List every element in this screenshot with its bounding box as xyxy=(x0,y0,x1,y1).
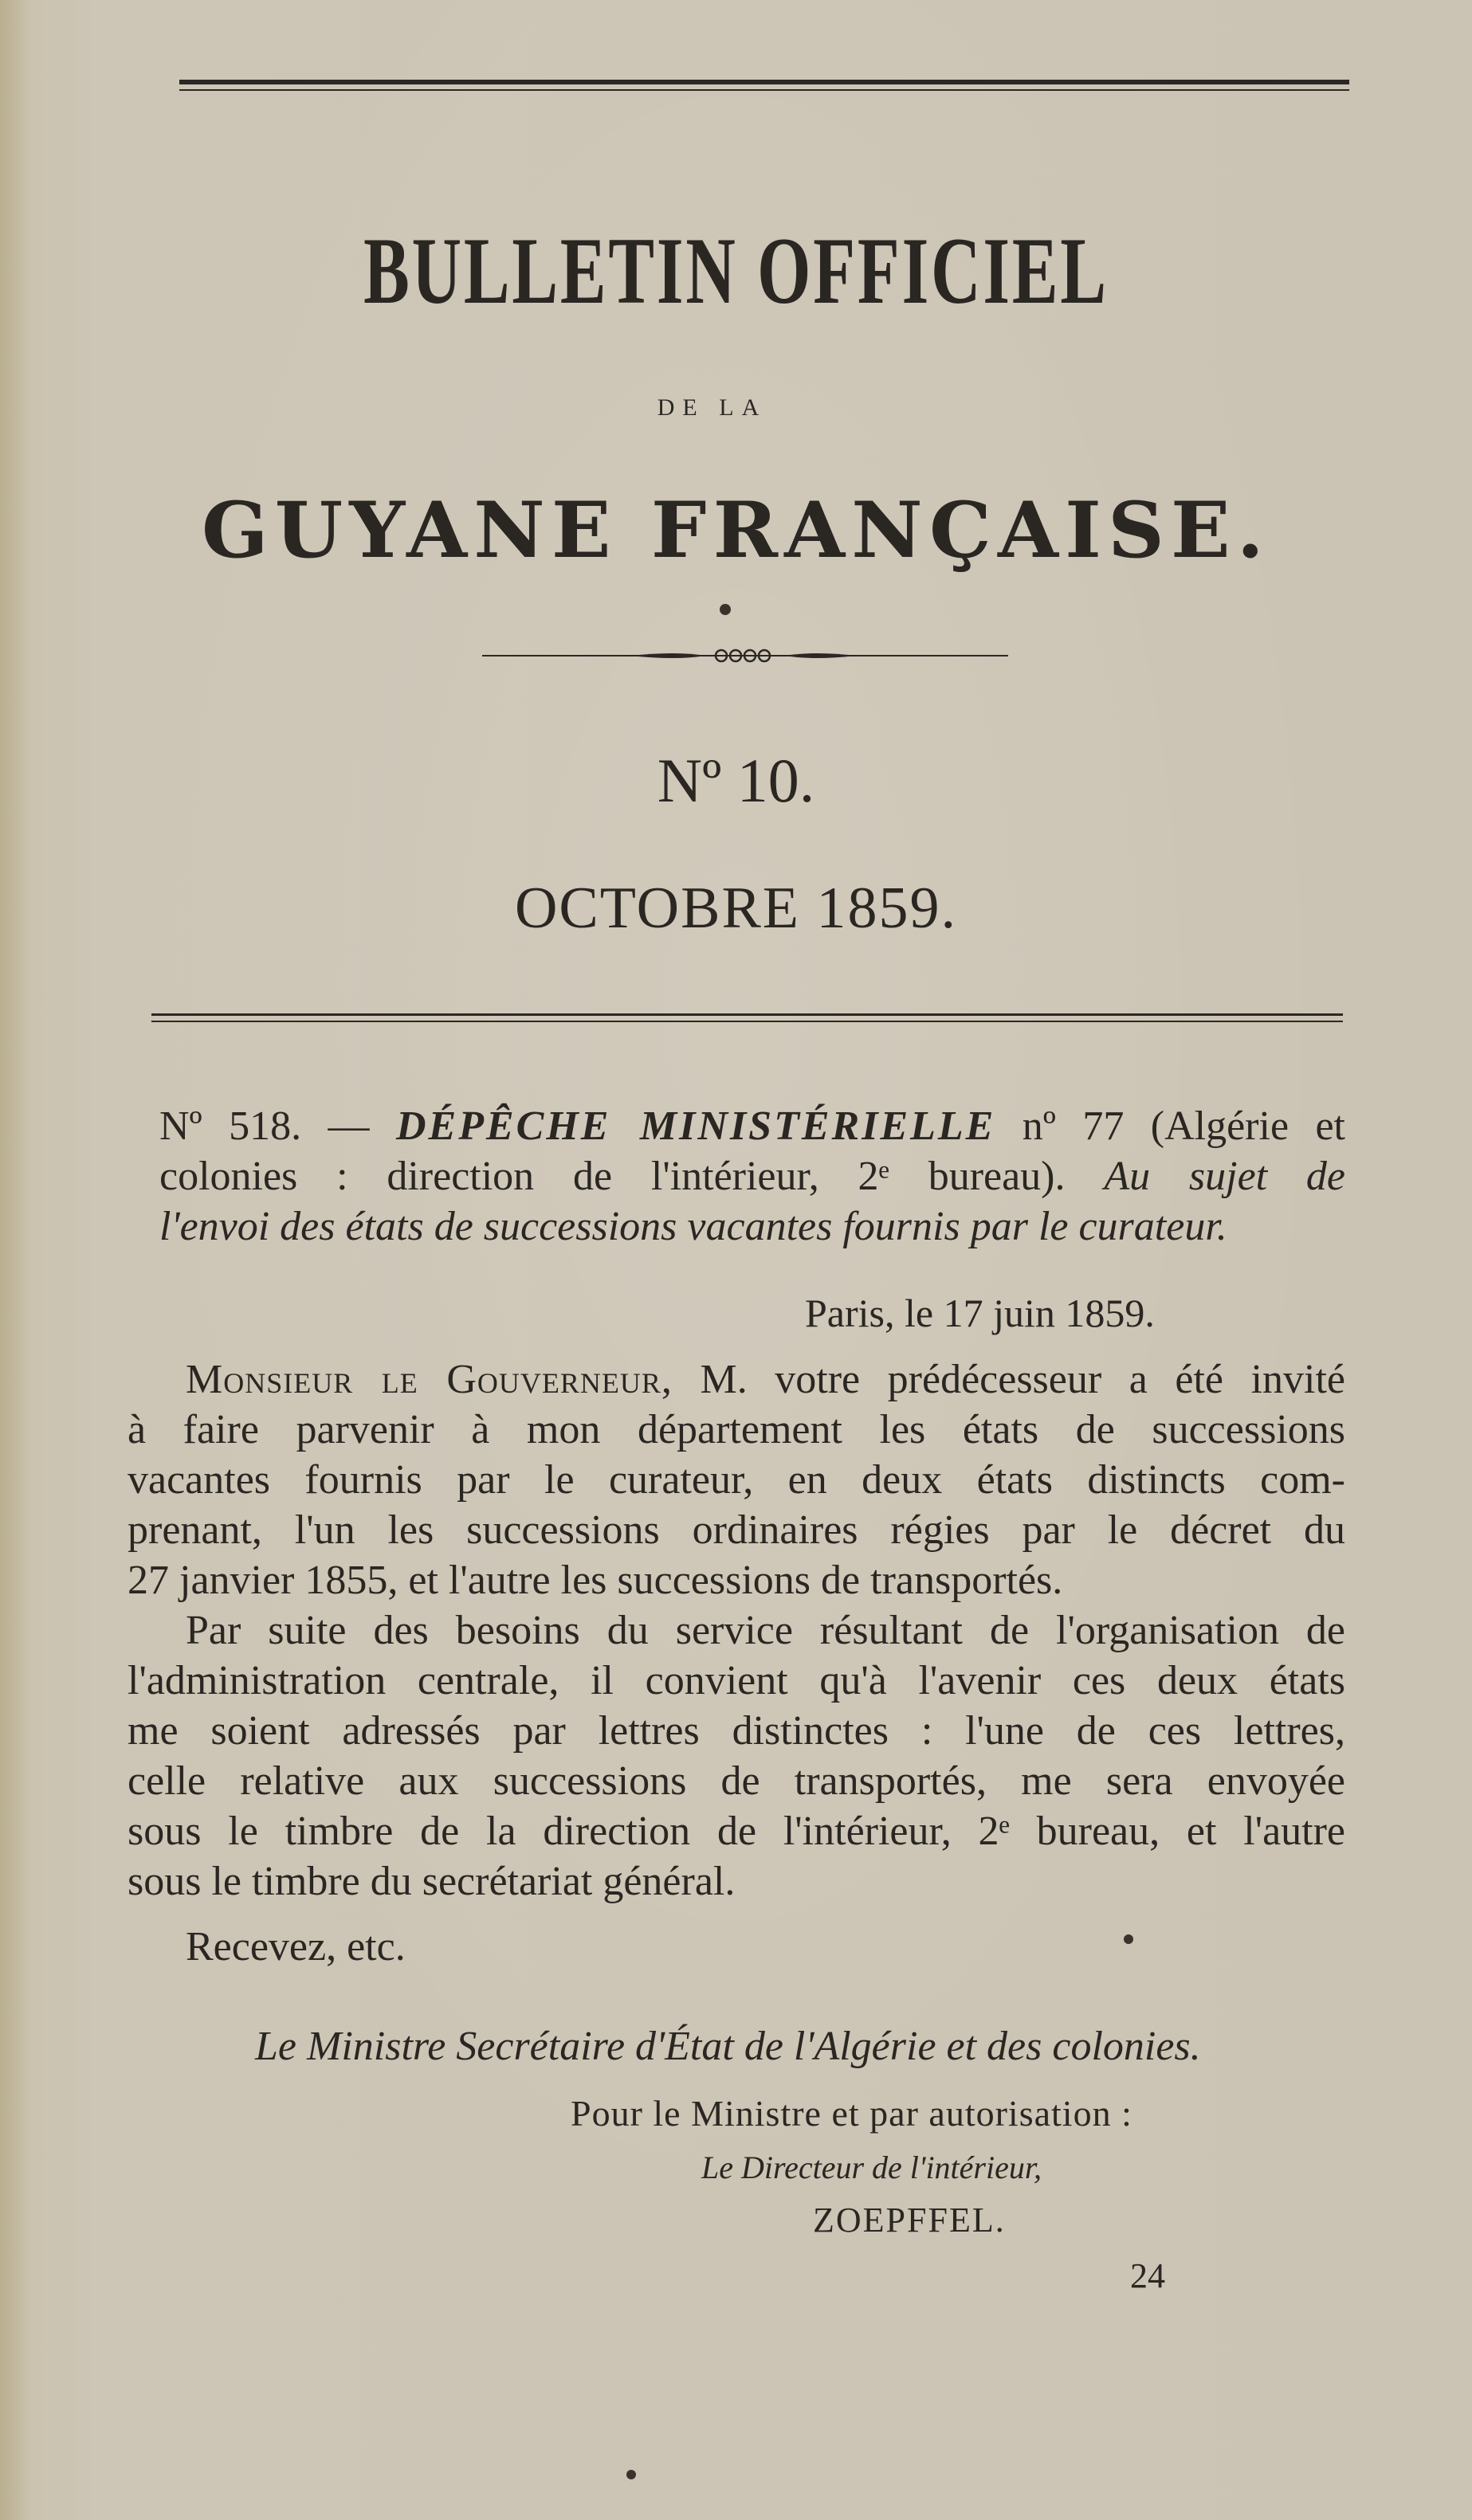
body-line: sous le timbre de la direction de l'intérieur, 2ᵉ bureau, et l'autre xyxy=(128,1809,1345,1854)
document-type: DÉPÊCHE MINISTÉRIELLE xyxy=(395,1103,996,1149)
heading-line-2 xyxy=(159,1151,1345,1201)
bottom-dot xyxy=(626,2470,636,2479)
article-heading xyxy=(159,1101,1345,1252)
top-rule-thin xyxy=(179,89,1349,91)
header-rule-top xyxy=(151,1013,1343,1016)
body-line: celle relative aux successions de transportés, me sera envoyée xyxy=(128,1758,1345,1804)
body-line: prenant, l'un les successions ordinaires régies par le décret du xyxy=(128,1507,1345,1553)
signature-name: ZOEPFFEL. xyxy=(813,2201,1006,2240)
issue-date: OCTOBRE 1859. xyxy=(514,876,958,941)
page-number: 24 xyxy=(1130,2256,1165,2295)
header-rule-bottom xyxy=(151,1021,1343,1022)
heading-line-1 xyxy=(159,1101,1345,1151)
body-line: 27 janvier 1855, et l'autre les successions de transportés. xyxy=(128,1558,1063,1603)
body-line: me soient adressés par lettres distinctes : l'une de ces lettres, xyxy=(128,1708,1345,1754)
body-line: vacantes fournis par le curateur, en deux états distincts com- xyxy=(128,1457,1345,1503)
body-line: l'administration centrale, il convient qu'à l'avenir ces deux états xyxy=(128,1658,1345,1703)
ornament-dot xyxy=(720,604,731,615)
heading-line-3: l'envoi des états de successions vacantes fournis par le curateur. xyxy=(159,1204,1227,1249)
salutation: Monsieur le Gouverneur, xyxy=(186,1357,673,1402)
colony-title: GUYANE FRANÇAISE. xyxy=(201,485,1271,575)
stray-dot xyxy=(1124,1934,1133,1944)
closing-formula: Recevez, etc. xyxy=(186,1924,406,1969)
heading-reference: nº 77 (Algérie et xyxy=(995,1103,1345,1149)
issue-number: Nº 10. xyxy=(657,746,815,815)
body-line: sous le timbre du secrétariat général. xyxy=(128,1859,736,1904)
article-body xyxy=(128,1354,1345,1907)
signature-authorization: Pour le Ministre et par autorisation : xyxy=(571,2093,1132,2134)
signature-minister: Le Ministre Secrétaire d'État de l'Algérie et des colonies. xyxy=(255,2024,1201,2069)
heading-department: colonies : direction de l'intérieur, 2ᵉ bureau). xyxy=(159,1154,1105,1199)
heading-subject-start: Au sujet de xyxy=(1104,1154,1345,1199)
body-line: Par suite des besoins du service résultant de l'organisation de xyxy=(186,1608,1345,1653)
place-date: Paris, le 17 juin 1859. xyxy=(805,1291,1155,1335)
bulletin-title: BULLETIN OFFICIEL xyxy=(363,218,1109,323)
body-line: Monsieur le Gouverneur, M. votre prédécesseur a été invité xyxy=(186,1357,1345,1402)
ornament-rule xyxy=(0,644,1472,668)
body-line: à faire parvenir à mon département les états de successions xyxy=(128,1407,1345,1452)
title-connector: DE LA xyxy=(657,394,767,421)
signature-director-title: Le Directeur de l'intérieur, xyxy=(701,2150,1042,2185)
top-rule-thick xyxy=(179,80,1349,84)
article-number: Nº 518. — xyxy=(159,1103,396,1149)
